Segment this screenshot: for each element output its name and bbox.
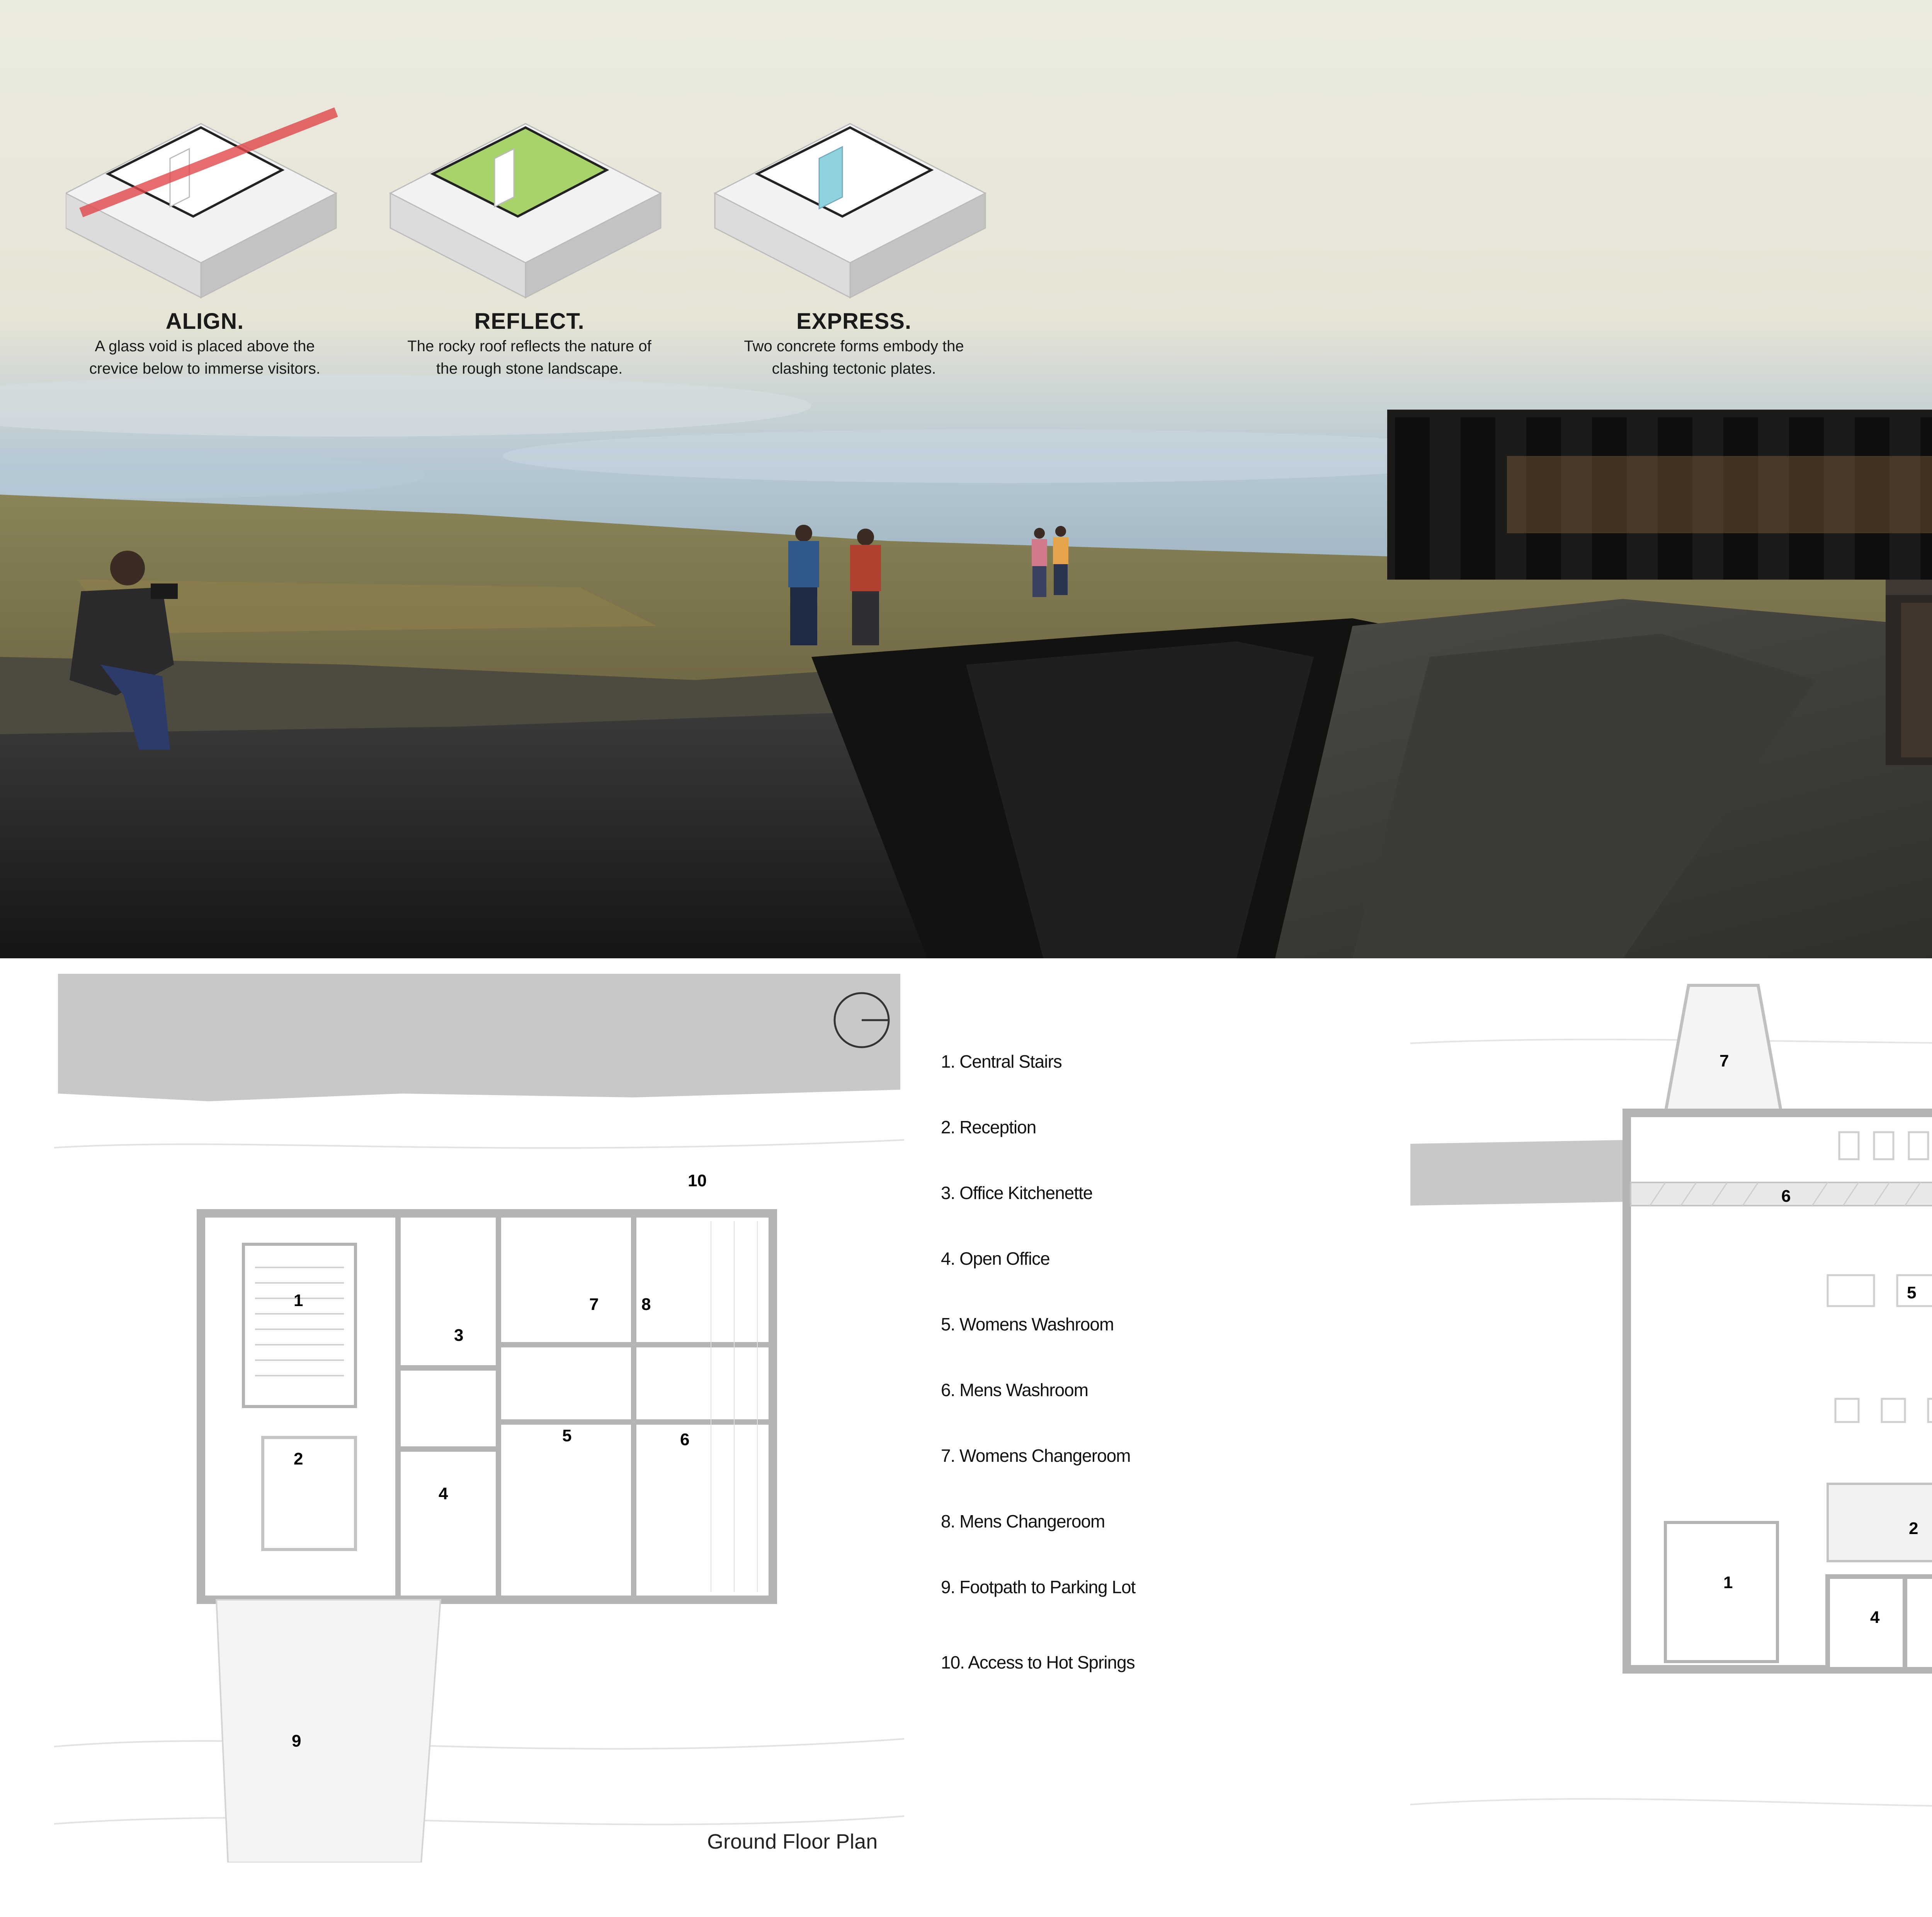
- room-number: 9: [292, 1732, 301, 1750]
- ground-floor-caption: Ground Floor Plan: [707, 1830, 878, 1853]
- concept-desc-line: the rough stone landscape.: [436, 360, 623, 377]
- room-number: 8: [641, 1295, 651, 1314]
- legend-item: 1. Central Stairs: [941, 1051, 1062, 1072]
- second-floor-plan: [1410, 974, 1932, 1901]
- room-number: 3: [454, 1326, 464, 1345]
- legend-item: 7. Womens Changeroom: [941, 1446, 1131, 1466]
- ground-floor-plan: [54, 974, 912, 1863]
- room-number: 4: [439, 1484, 448, 1503]
- legend-item: 8. Mens Changeroom: [941, 1511, 1105, 1531]
- room-number: 7: [589, 1295, 599, 1314]
- legend-item: 9. Footpath to Parking Lot: [941, 1577, 1136, 1597]
- concept-express: [707, 305, 1001, 379]
- legend-item: 10. Access to Hot Springs: [941, 1652, 1135, 1672]
- align-diagram-icon: [66, 112, 336, 298]
- concept-align: [58, 305, 352, 379]
- room-number: 5: [1907, 1283, 1917, 1302]
- room-number: 2: [294, 1449, 303, 1468]
- concept-desc-line: Two concrete forms embody the: [744, 338, 964, 355]
- concept-desc-line: The rocky roof reflects the nature of: [407, 338, 651, 355]
- room-number: 5: [562, 1426, 572, 1445]
- room-number: 10: [688, 1171, 707, 1190]
- express-diagram-icon: [715, 124, 985, 298]
- concept-title: ALIGN.: [165, 309, 244, 334]
- concept-desc-line: crevice below to immerse visitors.: [89, 360, 320, 377]
- legend-item: 5. Womens Washroom: [941, 1314, 1114, 1334]
- legend-item: 3. Office Kitchenette: [941, 1183, 1093, 1203]
- room-number: 1: [1723, 1573, 1733, 1592]
- concept-title: EXPRESS.: [796, 309, 912, 334]
- legend-item: 4. Open Office: [941, 1249, 1050, 1269]
- room-number: 6: [1781, 1187, 1791, 1206]
- room-number: 2: [1909, 1519, 1918, 1538]
- room-number: 4: [1870, 1608, 1880, 1627]
- room-number: 7: [1719, 1051, 1729, 1070]
- legend-item: 6. Mens Washroom: [941, 1380, 1088, 1400]
- concept-diagrams: [66, 97, 993, 313]
- concept-desc-line: A glass void is placed above the: [95, 338, 315, 355]
- room-number: 1: [294, 1291, 303, 1310]
- concept-title: REFLECT.: [474, 309, 585, 334]
- reflect-diagram-icon: [390, 124, 661, 298]
- concept-reflect: [383, 305, 676, 379]
- concept-desc-line: clashing tectonic plates.: [772, 360, 936, 377]
- room-number: 6: [680, 1430, 690, 1449]
- legend-item: 2. Reception: [941, 1117, 1036, 1137]
